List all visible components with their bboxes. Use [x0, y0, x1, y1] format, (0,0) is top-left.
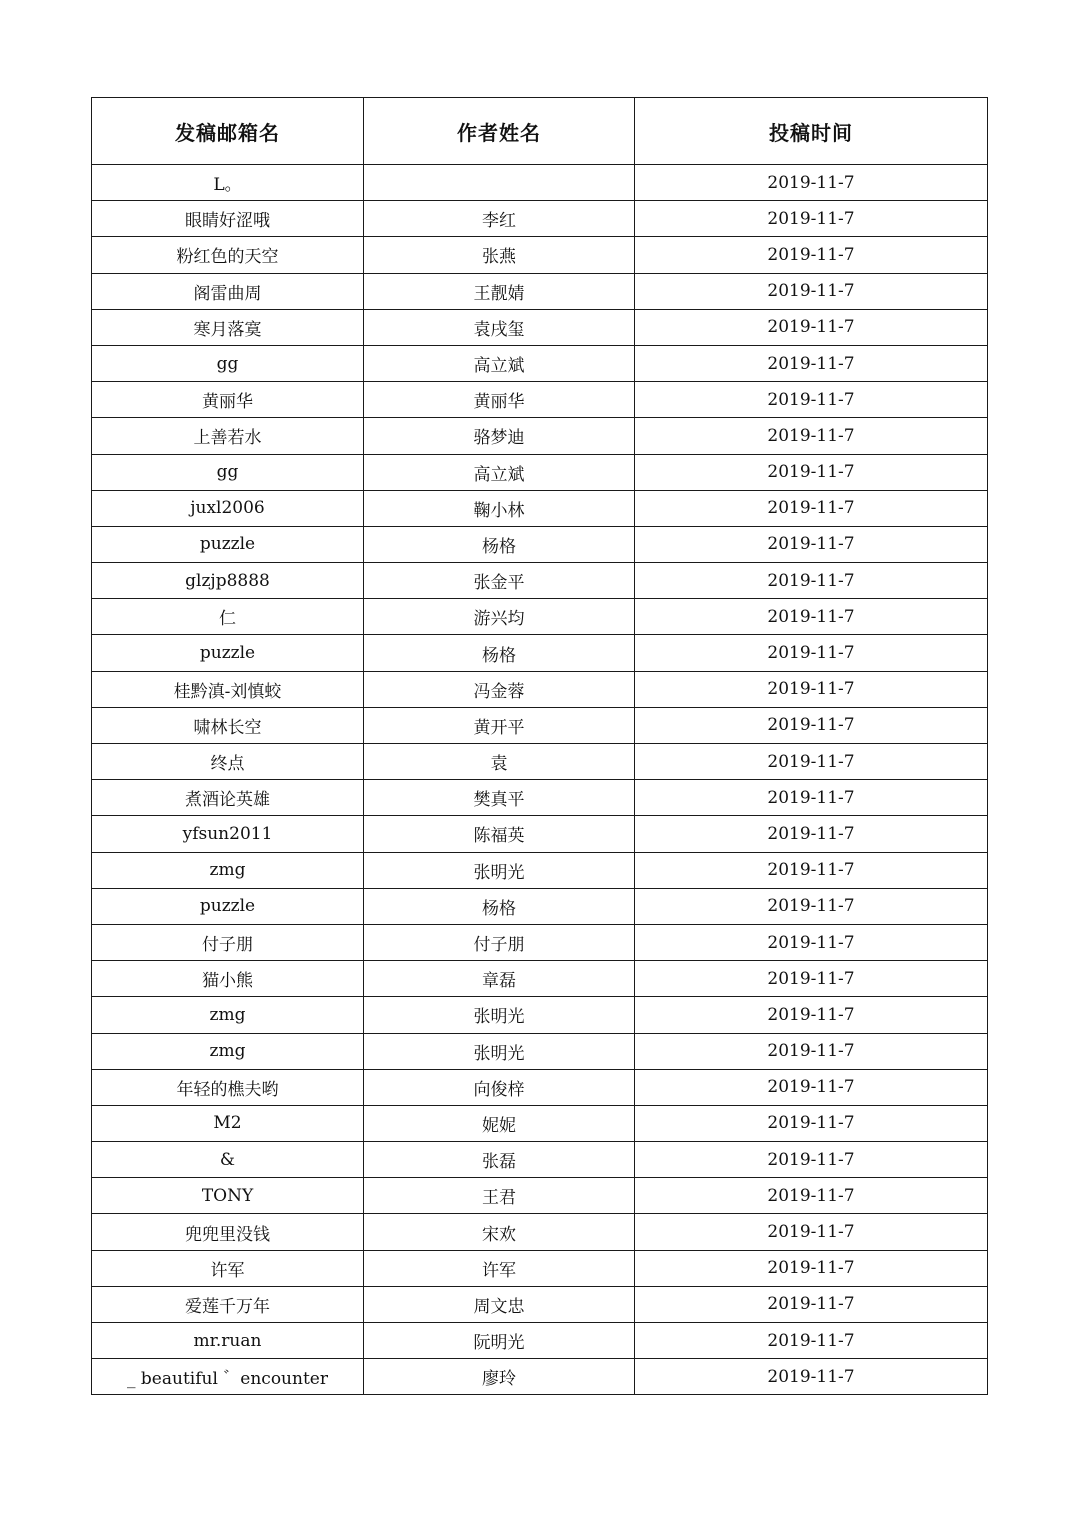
cell-author: 杨格: [364, 526, 635, 562]
cell-author: 张磊: [364, 1142, 635, 1178]
cell-time: 2019-11-7: [635, 1142, 988, 1178]
table-row: [92, 454, 988, 490]
cell-author: 付子朋: [364, 924, 635, 960]
cell-email: puzzle: [92, 526, 364, 562]
table-row: [92, 1250, 988, 1286]
cell-author: 李红: [364, 201, 635, 237]
table-row: [92, 1286, 988, 1322]
cell-email: 啸林长空: [92, 707, 364, 743]
cell-email: puzzle: [92, 635, 364, 671]
cell-time: 2019-11-7: [635, 671, 988, 707]
cell-time: 2019-11-7: [635, 1286, 988, 1322]
table-row: [92, 1033, 988, 1069]
table-row: [92, 1142, 988, 1178]
cell-time: 2019-11-7: [635, 454, 988, 490]
table-row: [92, 490, 988, 526]
cell-time: 2019-11-7: [635, 961, 988, 997]
cell-time: 2019-11-7: [635, 165, 988, 201]
table-row: [92, 237, 988, 273]
cell-email: &: [92, 1142, 364, 1178]
cell-author: 廖玲: [364, 1359, 635, 1395]
table-row: [92, 744, 988, 780]
table-row: [92, 635, 988, 671]
table-body: [92, 165, 988, 1395]
cell-author: 周文忠: [364, 1286, 635, 1322]
cell-time: 2019-11-7: [635, 1250, 988, 1286]
cell-email: zmg: [92, 997, 364, 1033]
cell-email: zmg: [92, 1033, 364, 1069]
table-row: [92, 1359, 988, 1395]
table-row: [92, 563, 988, 599]
cell-author: 冯金蓉: [364, 671, 635, 707]
cell-time: 2019-11-7: [635, 418, 988, 454]
cell-email: 黄丽华: [92, 382, 364, 418]
submissions-table: [91, 97, 988, 1395]
cell-email: 兜兜里没钱: [92, 1214, 364, 1250]
cell-email: 终点: [92, 744, 364, 780]
table-row: [92, 201, 988, 237]
header-author: 作者姓名: [364, 98, 635, 165]
cell-email: 猫小熊: [92, 961, 364, 997]
cell-author: 张明光: [364, 997, 635, 1033]
cell-time: 2019-11-7: [635, 490, 988, 526]
cell-time: 2019-11-7: [635, 526, 988, 562]
cell-author: 张明光: [364, 1033, 635, 1069]
cell-time: 2019-11-7: [635, 1214, 988, 1250]
table-row: [92, 924, 988, 960]
table-row: [92, 816, 988, 852]
cell-email: 上善若水: [92, 418, 364, 454]
cell-author: 宋欢: [364, 1214, 635, 1250]
cell-email: 粉红色的天空: [92, 237, 364, 273]
cell-author: 张燕: [364, 237, 635, 273]
cell-time: 2019-11-7: [635, 888, 988, 924]
cell-time: 2019-11-7: [635, 816, 988, 852]
cell-email: zmg: [92, 852, 364, 888]
table-row: [92, 165, 988, 201]
header-time: 投稿时间: [635, 98, 988, 165]
cell-email: M2: [92, 1105, 364, 1141]
cell-author: 骆梦迪: [364, 418, 635, 454]
cell-author: 袁戌玺: [364, 309, 635, 345]
cell-email: juxl2006: [92, 490, 364, 526]
cell-author: [364, 165, 635, 201]
table-row: [92, 1069, 988, 1105]
cell-email: L。: [92, 165, 364, 201]
table-row: [92, 961, 988, 997]
cell-email: puzzle: [92, 888, 364, 924]
cell-time: 2019-11-7: [635, 599, 988, 635]
cell-time: 2019-11-7: [635, 635, 988, 671]
cell-author: 鞠小林: [364, 490, 635, 526]
cell-author: 张明光: [364, 852, 635, 888]
cell-time: 2019-11-7: [635, 1323, 988, 1359]
table-row: [92, 1178, 988, 1214]
header-row: [92, 98, 988, 165]
cell-email: _ beautiful ゛encounter: [92, 1359, 364, 1395]
cell-author: 袁: [364, 744, 635, 780]
cell-time: 2019-11-7: [635, 1069, 988, 1105]
table-header: [92, 98, 988, 165]
cell-author: 向俊梓: [364, 1069, 635, 1105]
table-row: [92, 1214, 988, 1250]
cell-time: 2019-11-7: [635, 1033, 988, 1069]
cell-time: 2019-11-7: [635, 997, 988, 1033]
cell-email: yfsun2011: [92, 816, 364, 852]
table-row: [92, 1323, 988, 1359]
cell-author: 樊真平: [364, 780, 635, 816]
cell-time: 2019-11-7: [635, 237, 988, 273]
cell-time: 2019-11-7: [635, 309, 988, 345]
table-row: [92, 418, 988, 454]
header-email: 发稿邮箱名: [92, 98, 364, 165]
cell-author: 黄丽华: [364, 382, 635, 418]
cell-email: 许军: [92, 1250, 364, 1286]
table-row: [92, 852, 988, 888]
cell-time: 2019-11-7: [635, 273, 988, 309]
cell-time: 2019-11-7: [635, 852, 988, 888]
cell-author: 章磊: [364, 961, 635, 997]
cell-email: 桂黔滇-刘慎蛟: [92, 671, 364, 707]
cell-time: 2019-11-7: [635, 707, 988, 743]
cell-email: 爱莲千万年: [92, 1286, 364, 1322]
cell-time: 2019-11-7: [635, 924, 988, 960]
table-row: [92, 707, 988, 743]
cell-author: 黄开平: [364, 707, 635, 743]
cell-email: gg: [92, 345, 364, 381]
cell-author: 游兴均: [364, 599, 635, 635]
cell-author: 许军: [364, 1250, 635, 1286]
cell-time: 2019-11-7: [635, 563, 988, 599]
cell-author: 高立斌: [364, 345, 635, 381]
cell-author: 陈福英: [364, 816, 635, 852]
cell-author: 王君: [364, 1178, 635, 1214]
table-row: [92, 997, 988, 1033]
cell-email: TONY: [92, 1178, 364, 1214]
table-row: [92, 273, 988, 309]
cell-email: gg: [92, 454, 364, 490]
cell-email: 煮酒论英雄: [92, 780, 364, 816]
cell-email: 眼睛好涩哦: [92, 201, 364, 237]
cell-time: 2019-11-7: [635, 1359, 988, 1395]
table-row: [92, 1105, 988, 1141]
cell-author: 杨格: [364, 635, 635, 671]
table-row: [92, 309, 988, 345]
cell-time: 2019-11-7: [635, 1105, 988, 1141]
table-row: [92, 888, 988, 924]
cell-time: 2019-11-7: [635, 345, 988, 381]
cell-time: 2019-11-7: [635, 201, 988, 237]
cell-email: 年轻的樵夫哟: [92, 1069, 364, 1105]
cell-email: 仁: [92, 599, 364, 635]
table-row: [92, 671, 988, 707]
table-row: [92, 345, 988, 381]
cell-time: 2019-11-7: [635, 382, 988, 418]
cell-email: 阁雷曲周: [92, 273, 364, 309]
cell-email: 寒月落寞: [92, 309, 364, 345]
cell-time: 2019-11-7: [635, 1178, 988, 1214]
cell-author: 王靓婧: [364, 273, 635, 309]
cell-time: 2019-11-7: [635, 744, 988, 780]
cell-email: glzjp8888: [92, 563, 364, 599]
cell-author: 张金平: [364, 563, 635, 599]
table-row: [92, 599, 988, 635]
cell-author: 杨格: [364, 888, 635, 924]
table-row: [92, 780, 988, 816]
table-row: [92, 382, 988, 418]
cell-author: 阮明光: [364, 1323, 635, 1359]
cell-author: 高立斌: [364, 454, 635, 490]
cell-email: 付子朋: [92, 924, 364, 960]
cell-author: 妮妮: [364, 1105, 635, 1141]
cell-time: 2019-11-7: [635, 780, 988, 816]
cell-email: mr.ruan: [92, 1323, 364, 1359]
table-row: [92, 526, 988, 562]
